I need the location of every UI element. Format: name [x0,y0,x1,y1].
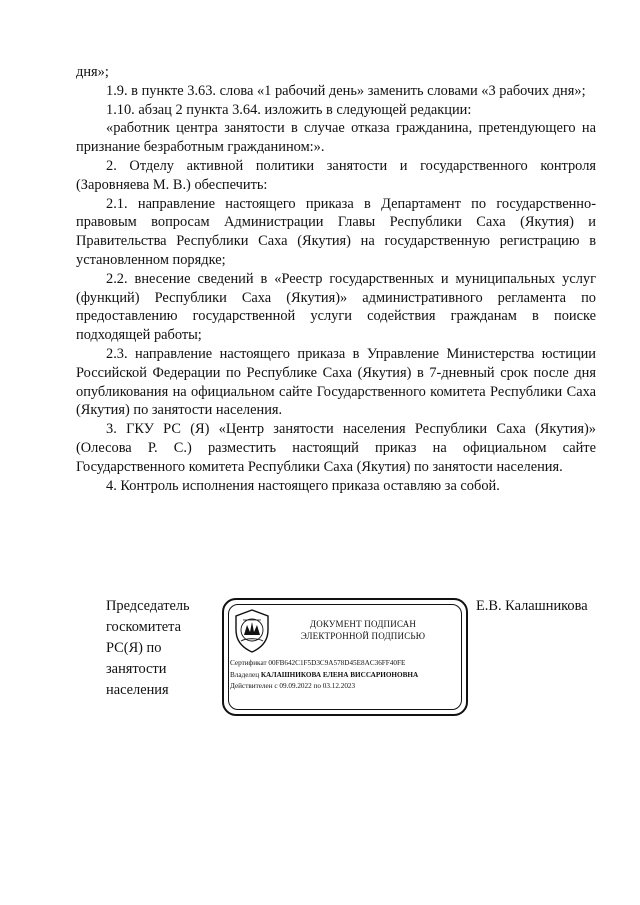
certificate-label: Сертификат [230,659,267,667]
paragraph-continuation: дня»; [76,64,109,80]
stamp-validity-row [230,681,466,693]
paragraph-item-4: 4. Контроль исполнения настоящего приказа оставляю за собой. [106,477,500,494]
valid-from-prefix: с [274,682,278,690]
stamp-heading [278,618,448,642]
paragraph-item-3: 3. ГКУ РС (Я) «Центр занятости населения Республики Саха (Якутия)» (Олесова Р. С.) разместить настоящий приказ на официальном сайте Государственного комитета Республики Саха (Якутия) по занятости населения. [76,421,596,475]
certificate-value: 00FB642C1F5D3C9A578D45E8AC36FF40FE [268,659,406,667]
coat-of-arms-icon [232,608,272,654]
signer-position-line: Председатель [106,598,190,614]
owner-label: Владелец [230,670,260,679]
signer-position-line: занятости [106,661,167,677]
signer-position-line: госкомитета [106,619,182,635]
electronic-signature-stamp [222,598,468,716]
valid-from-date: 09.09.2022 [279,682,312,690]
order-body-text [76,63,596,495]
stamp-certificate-row [230,658,466,670]
signer-position [106,596,206,701]
valid-to-date: 03.12.2023 [322,682,356,690]
stamp-details [230,658,466,693]
paragraph-item-2-1: 2.1. направление настоящего приказа в Департамент по государственно-правовым вопросам Администрации Главы Республики Саха (Якутия) и Правительства Республики Саха (Якутия) на государственную регистрацию в установленном порядке; [76,195,596,268]
paragraph-item-1-10: 1.10. абзац 2 пункта 3.64. изложить в следующей редакции: [106,101,472,118]
signer-position-line: населения [106,682,169,698]
stamp-heading-line: ЭЛЕКТРОННОЙ ПОДПИСЬЮ [300,631,426,641]
paragraph-item-2-2: 2.2. внесение сведений в «Реестр государственных и муниципальных услуг (функций) Республики Саха (Якутия)» административного регламента по предоставлению государственной услуги содействия гражданам в поиске подходящей работы; [76,270,596,344]
paragraph-item-2-3: 2.3. направление настоящего приказа в Управление Министерства юстиции Российской Федерации по Республике Саха (Якутия) в 7-дневный срок после дня опубликования на официальном сайте Государственного комитета Республики Саха (Якутия) по занятости населения. [76,345,596,419]
valid-label: Действителен [230,682,273,690]
paragraph-item-2: 2. Отделу активной политики занятости и государственного контроля (Заровняева М. В.) обеспечить: [76,157,596,193]
valid-to-prefix: по [313,682,321,690]
stamp-heading-line: ДОКУМЕНТ ПОДПИСАН [309,619,417,629]
signer-name: Е.В. Калашникова [476,598,588,614]
paragraph-quote: «работник центра занятости в случае отказа гражданина, претендующего на признание безработным гражданином:». [76,120,596,156]
owner-value: КАЛАШНИКОВА ЕЛЕНА ВИССАРИОНОВНА [260,670,419,679]
stamp-owner-row [230,670,466,682]
paragraph-item-1-9: 1.9. в пункте 3.63. слова «1 рабочий день» заменить словами «3 рабочих дня»; [106,82,586,99]
signer-position-line: РС(Я) по [106,640,162,656]
